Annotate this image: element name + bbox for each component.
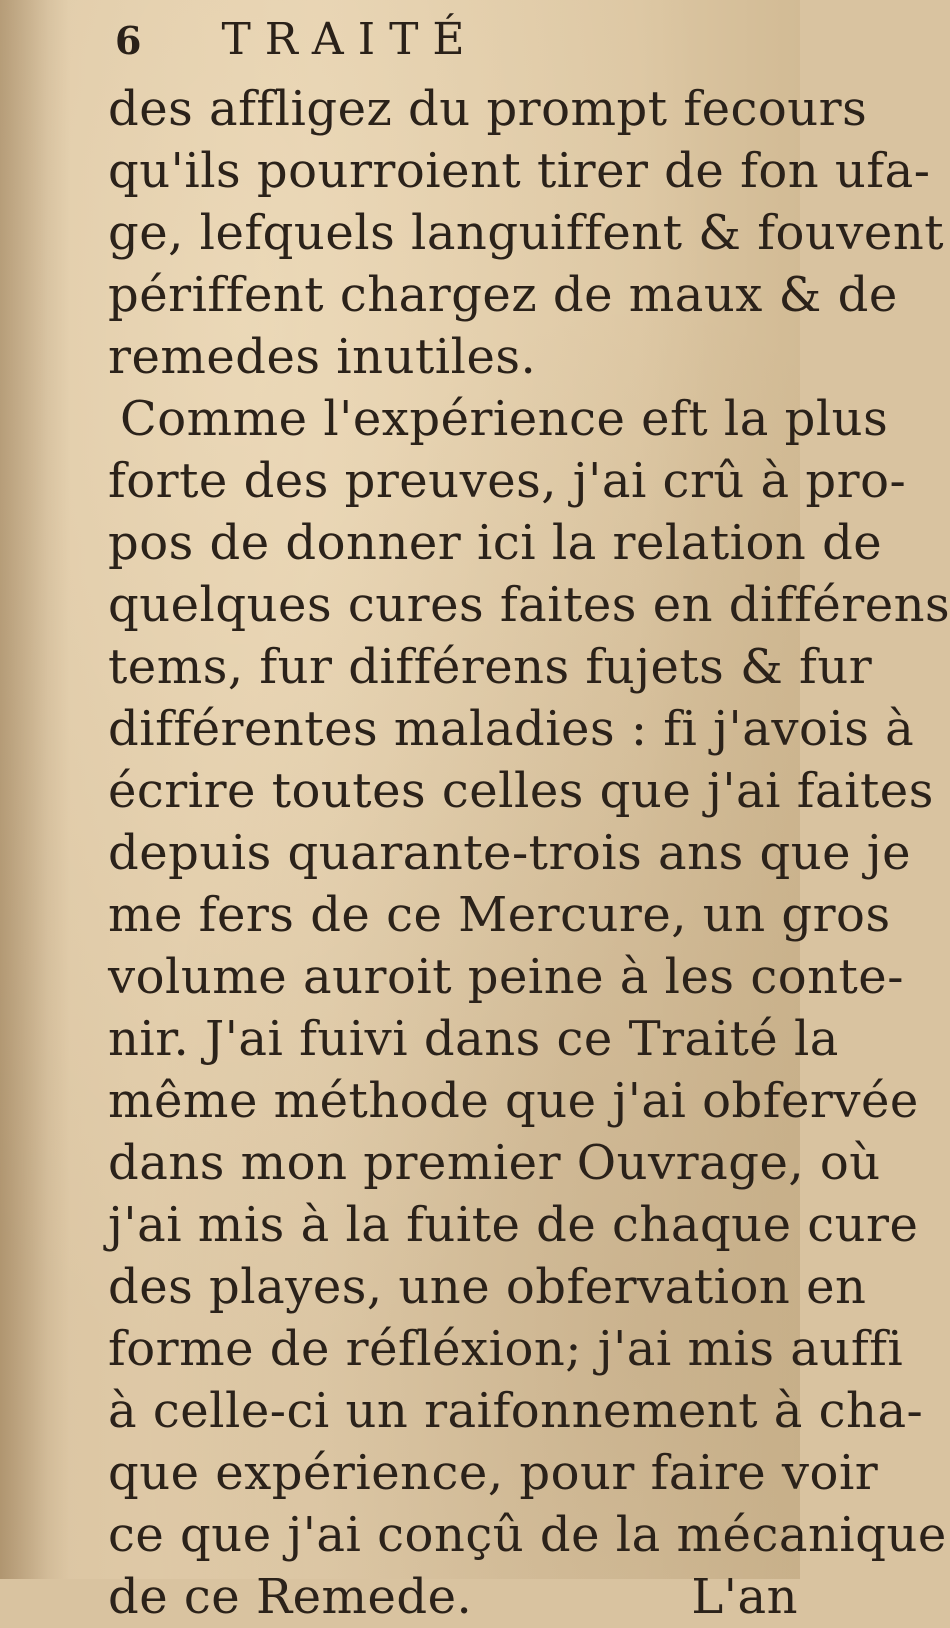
catchword: L'an xyxy=(691,1569,798,1625)
text-line: volume auroit peine à les conte- xyxy=(108,949,904,1005)
text-line: que expérience, pour faire voir xyxy=(108,1445,879,1501)
paragraph-start-line: Comme l'expérience eft la plus xyxy=(120,391,889,447)
last-text-line: de ce Remede. xyxy=(108,1569,473,1625)
text-line: j'ai mis à la fuite de chaque cure xyxy=(108,1197,919,1253)
text-line: depuis quarante-trois ans que je xyxy=(108,825,912,881)
text-line: quelques cures faites en différens xyxy=(108,577,950,633)
page-header xyxy=(115,14,479,76)
text-line: forte des preuves, j'ai crû à pro- xyxy=(108,453,907,509)
running-title: TRAITÉ xyxy=(221,14,479,65)
text-line: ge, lefquels languiffent & fouvent xyxy=(108,205,945,261)
text-line: des affligez du prompt fecours xyxy=(108,81,868,137)
final-line-row xyxy=(90,1566,798,1628)
text-line: différentes maladies : fi j'avois à xyxy=(108,701,915,757)
text-line: des playes, une obfervation en xyxy=(108,1259,867,1315)
text-line: forme de réfléxion; j'ai mis auffi xyxy=(108,1321,904,1377)
text-line: à celle-ci un raifonnement à cha- xyxy=(108,1383,924,1439)
text-line: écrire toutes celles que j'ai faites xyxy=(108,763,934,819)
text-line: qu'ils pourroient tirer de fon ufa- xyxy=(108,143,931,199)
text-line: périffent chargez de maux & de xyxy=(108,267,898,323)
text-line: dans mon premier Ouvrage, où xyxy=(108,1135,881,1191)
text-line: pos de donner ici la relation de xyxy=(108,515,883,571)
text-line: remedes inutiles. xyxy=(108,329,537,385)
page-number: 6 xyxy=(115,18,142,63)
text-line: nir. J'ai fuivi dans ce Traité la xyxy=(108,1011,839,1067)
text-line: me fers de ce Mercure, un gros xyxy=(108,887,891,943)
body-text xyxy=(90,78,950,1628)
binding-shadow xyxy=(0,0,70,1579)
text-line: même méthode que j'ai obfervée xyxy=(108,1073,919,1129)
text-line: tems, fur différens fujets & fur xyxy=(108,639,873,695)
text-line: ce que j'ai conçû de la mécanique xyxy=(108,1507,947,1563)
